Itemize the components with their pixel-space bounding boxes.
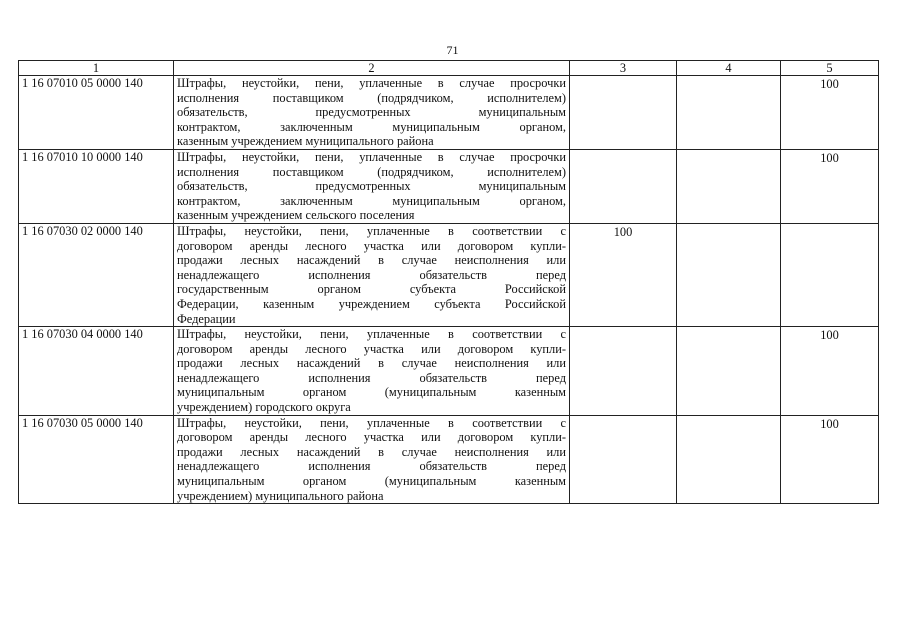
description-line: продажи лесных насаждений в случае неисполнения или	[177, 253, 566, 268]
description-line: Федерации	[177, 311, 236, 326]
value-text: 100	[820, 328, 839, 343]
table-row	[19, 223, 879, 326]
description-line: договором аренды лесного участка или договором купли-	[177, 238, 566, 253]
description-line: контрактом, заключенным муниципальным органом,	[177, 193, 566, 208]
description-line: контрактом, заключенным муниципальным органом,	[177, 119, 566, 134]
description-line: ненадлежащего исполнения обязательств перед	[177, 370, 566, 385]
value-cell-col5	[781, 149, 879, 223]
table-row	[19, 149, 879, 223]
page-number: 71	[446, 43, 459, 57]
description-cell	[174, 76, 570, 150]
budget-code-cell: 1 16 07030 02 0000 140	[19, 223, 174, 326]
table-row	[19, 415, 879, 504]
value-cell-col5	[781, 223, 879, 326]
description-line: казенным учреждением муниципального района	[177, 134, 434, 149]
table-body	[19, 76, 879, 504]
description-cell	[174, 149, 570, 223]
value-cell-col4	[677, 223, 781, 326]
description-line: исполнения поставщиком (подрядчиком, исполнителем)	[177, 90, 566, 105]
budget-code-cell: 1 16 07030 04 0000 140	[19, 327, 174, 416]
description-cell	[174, 223, 570, 326]
description-cell	[174, 327, 570, 416]
value-text: 100	[820, 416, 839, 431]
budget-table	[18, 60, 879, 504]
description-line: исполнения поставщиком (подрядчиком, исполнителем)	[177, 164, 566, 179]
header-row	[19, 61, 879, 76]
column-header-4: 4	[677, 61, 781, 76]
description-line: Штрафы, неустойки, пени, уплаченные в случае просрочки	[177, 149, 566, 164]
description-line: казенным учреждением сельского поселения	[177, 208, 415, 223]
description-cell	[174, 415, 570, 504]
column-header-2: 2	[174, 61, 570, 76]
description-line: обязательств, предусмотренных муниципальным	[177, 105, 566, 120]
description-line: договором аренды лесного участка или договором купли-	[177, 341, 566, 356]
description-line: учреждением) городского округа	[177, 400, 351, 415]
value-cell-col3	[570, 327, 677, 416]
value-text: 100	[613, 224, 633, 239]
description-line: Штрафы, неустойки, пени, уплаченные в соответствии с	[177, 223, 566, 238]
budget-code-cell: 1 16 07010 10 0000 140	[19, 149, 174, 223]
value-cell-col4	[677, 327, 781, 416]
value-cell-col3	[570, 149, 677, 223]
value-cell-col5	[781, 327, 879, 416]
value-text: 100	[820, 77, 839, 91]
description-line: государственным органом субъекта Российской	[177, 282, 566, 297]
value-cell-col4	[677, 149, 781, 223]
table-row	[19, 327, 879, 416]
budget-code-cell: 1 16 07010 05 0000 140	[19, 76, 174, 150]
description-line: Штрафы, неустойки, пени, уплаченные в случае просрочки	[177, 76, 566, 90]
description-line: муниципальным органом (муниципальным казенным	[177, 474, 566, 489]
value-cell-col4	[677, 415, 781, 504]
description-line: Штрафы, неустойки, пени, уплаченные в соответствии с	[177, 327, 566, 342]
description-line: Федерации, казенным учреждением субъекта Российской	[177, 296, 566, 311]
value-cell-col4	[677, 76, 781, 150]
value-cell-col3	[570, 415, 677, 504]
value-cell-col5	[781, 76, 879, 150]
column-header-5: 5	[781, 61, 879, 76]
value-cell-col3	[570, 76, 677, 150]
value-text: 100	[820, 150, 839, 165]
column-header-1: 1	[19, 61, 174, 76]
description-line: учреждением) муниципального района	[177, 488, 384, 503]
description-line: ненадлежащего исполнения обязательств перед	[177, 267, 566, 282]
description-line: договором аренды лесного участка или договором купли-	[177, 430, 566, 445]
column-header-3: 3	[570, 61, 677, 76]
budget-code-cell: 1 16 07030 05 0000 140	[19, 415, 174, 504]
value-cell-col3	[570, 223, 677, 326]
description-line: продажи лесных насаждений в случае неисполнения или	[177, 356, 566, 371]
description-line: ненадлежащего исполнения обязательств перед	[177, 459, 566, 474]
description-line: муниципальным органом (муниципальным казенным	[177, 385, 566, 400]
description-line: Штрафы, неустойки, пени, уплаченные в соответствии с	[177, 415, 566, 430]
table-row	[19, 76, 879, 150]
description-line: обязательств, предусмотренных муниципальным	[177, 179, 566, 194]
description-line: продажи лесных насаждений в случае неисполнения или	[177, 444, 566, 459]
value-cell-col5	[781, 415, 879, 504]
